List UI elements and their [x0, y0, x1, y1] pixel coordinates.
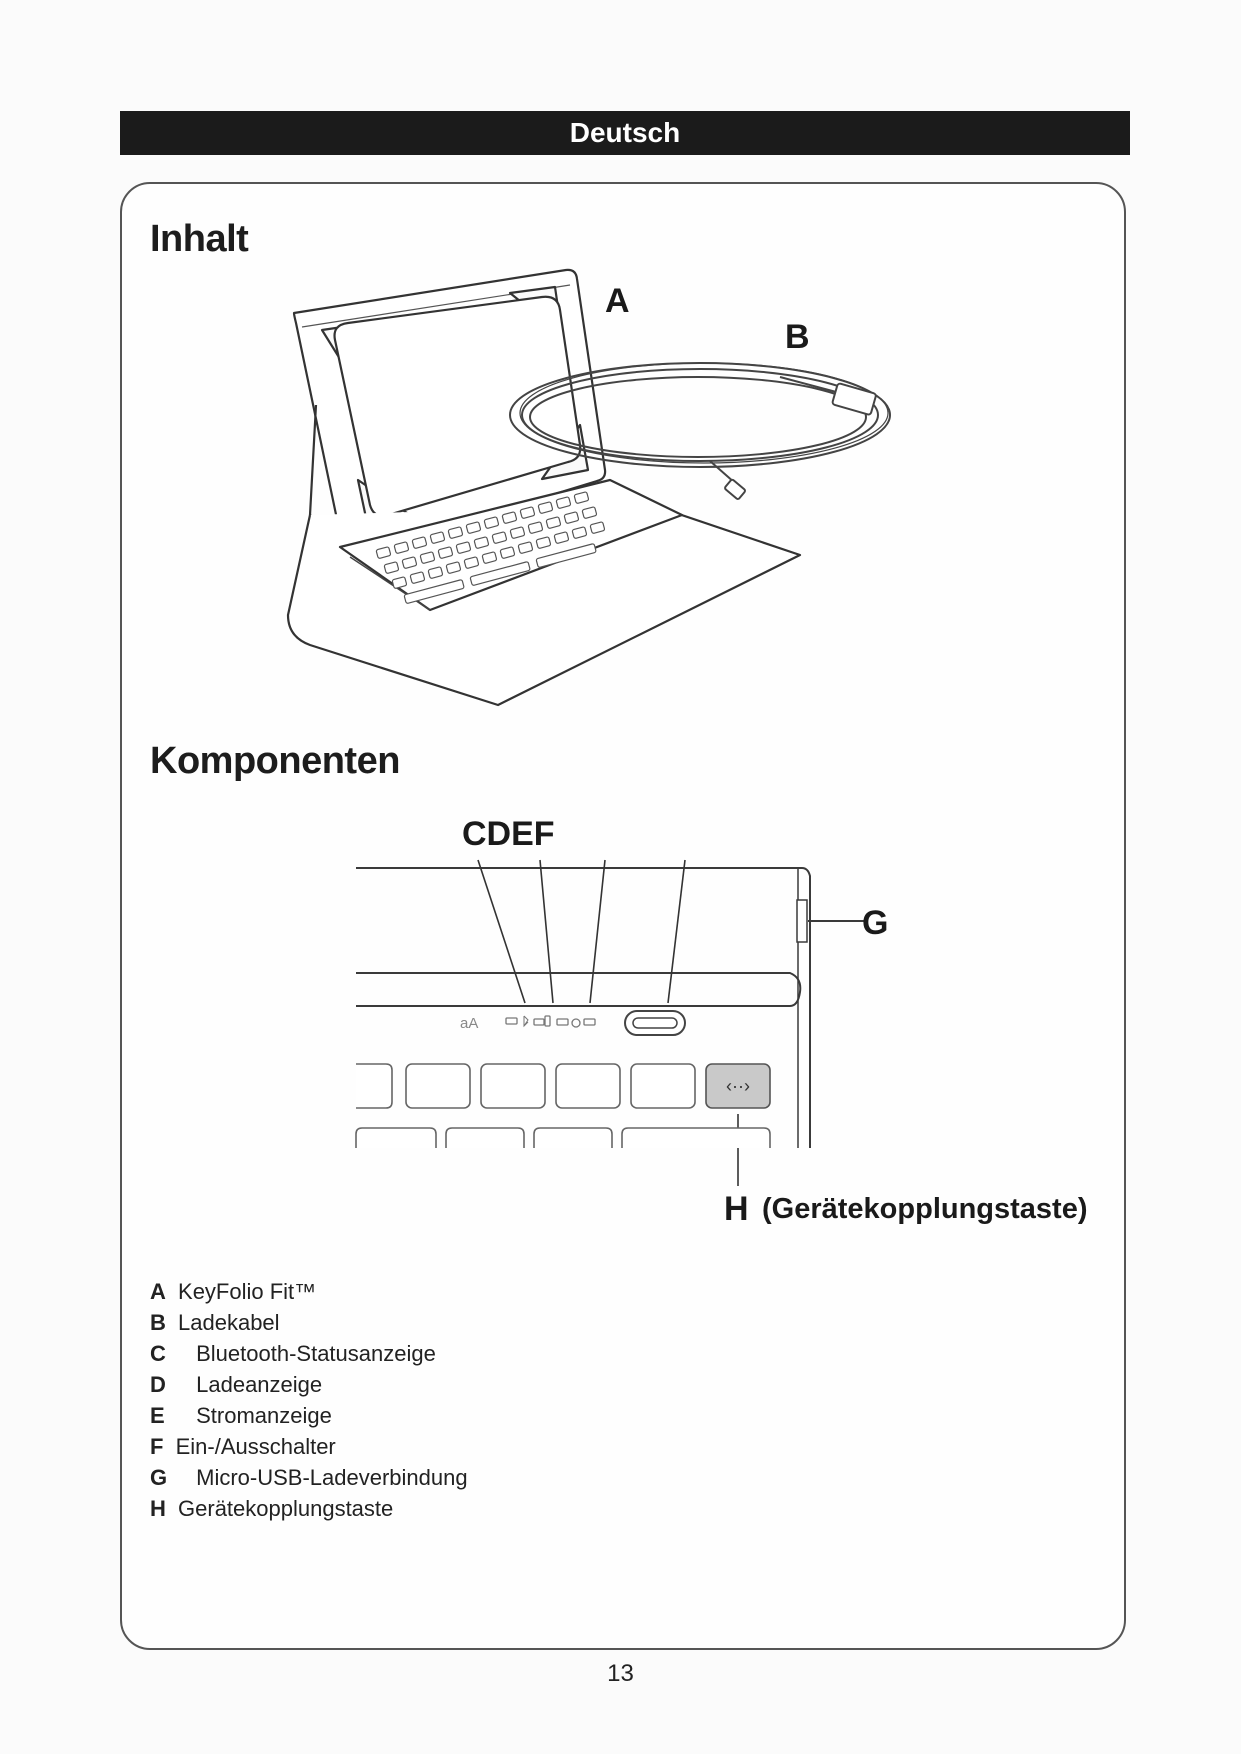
legend-text: Bluetooth-Statusanzeige — [196, 1341, 436, 1366]
label-h-caption: (Gerätekopplungstaste) — [762, 1193, 1088, 1225]
components-heading: Komponenten — [150, 740, 400, 782]
contents-heading: Inhalt — [150, 218, 249, 260]
legend-item-c — [150, 1338, 750, 1369]
language-label: Deutsch — [569, 117, 681, 148]
power-switch-drawing — [625, 1011, 685, 1035]
status-indicators — [506, 1016, 595, 1027]
label-g: G — [862, 904, 889, 942]
label-a: A — [605, 282, 630, 320]
indicator-text: aA — [460, 1015, 479, 1032]
legend-text: KeyFolio Fit™ — [178, 1279, 317, 1304]
legend-key: C — [150, 1341, 166, 1366]
legend-item-f — [150, 1431, 750, 1462]
legend-key: B — [150, 1310, 166, 1335]
legend-item-b — [150, 1307, 750, 1338]
contents-illustration — [280, 265, 840, 705]
legend-text: Gerätekopplungstaste — [178, 1496, 394, 1521]
component-legend — [150, 1276, 750, 1524]
pairing-key-symbol: ‹··› — [726, 1076, 750, 1096]
legend-item-d — [150, 1369, 750, 1400]
legend-item-a — [150, 1276, 750, 1307]
legend-text: Stromanzeige — [196, 1403, 332, 1428]
legend-text: Ladekabel — [178, 1310, 280, 1335]
language-header-bar — [120, 111, 1130, 155]
legend-item-g — [150, 1462, 750, 1493]
legend-key: D — [150, 1372, 166, 1397]
page-number: 13 — [607, 1660, 634, 1687]
legend-key: A — [150, 1279, 166, 1304]
components-illustration — [350, 808, 1130, 1238]
label-b: B — [785, 318, 810, 356]
legend-text: Micro-USB-Ladeverbindung — [196, 1465, 468, 1490]
label-cdef: CDEF — [462, 815, 555, 853]
legend-item-e — [150, 1400, 750, 1431]
legend-key: F — [150, 1434, 164, 1459]
legend-key: E — [150, 1403, 165, 1428]
label-h: H — [724, 1190, 749, 1228]
legend-key: H — [150, 1496, 166, 1521]
legend-text: Ein-/Ausschalter — [175, 1434, 336, 1459]
keyboard-keys-row — [356, 1064, 770, 1148]
legend-key: G — [150, 1465, 168, 1490]
keyfolio-case-drawing — [288, 270, 800, 705]
legend-item-h — [150, 1493, 750, 1524]
legend-text: Ladeanzeige — [196, 1372, 323, 1397]
